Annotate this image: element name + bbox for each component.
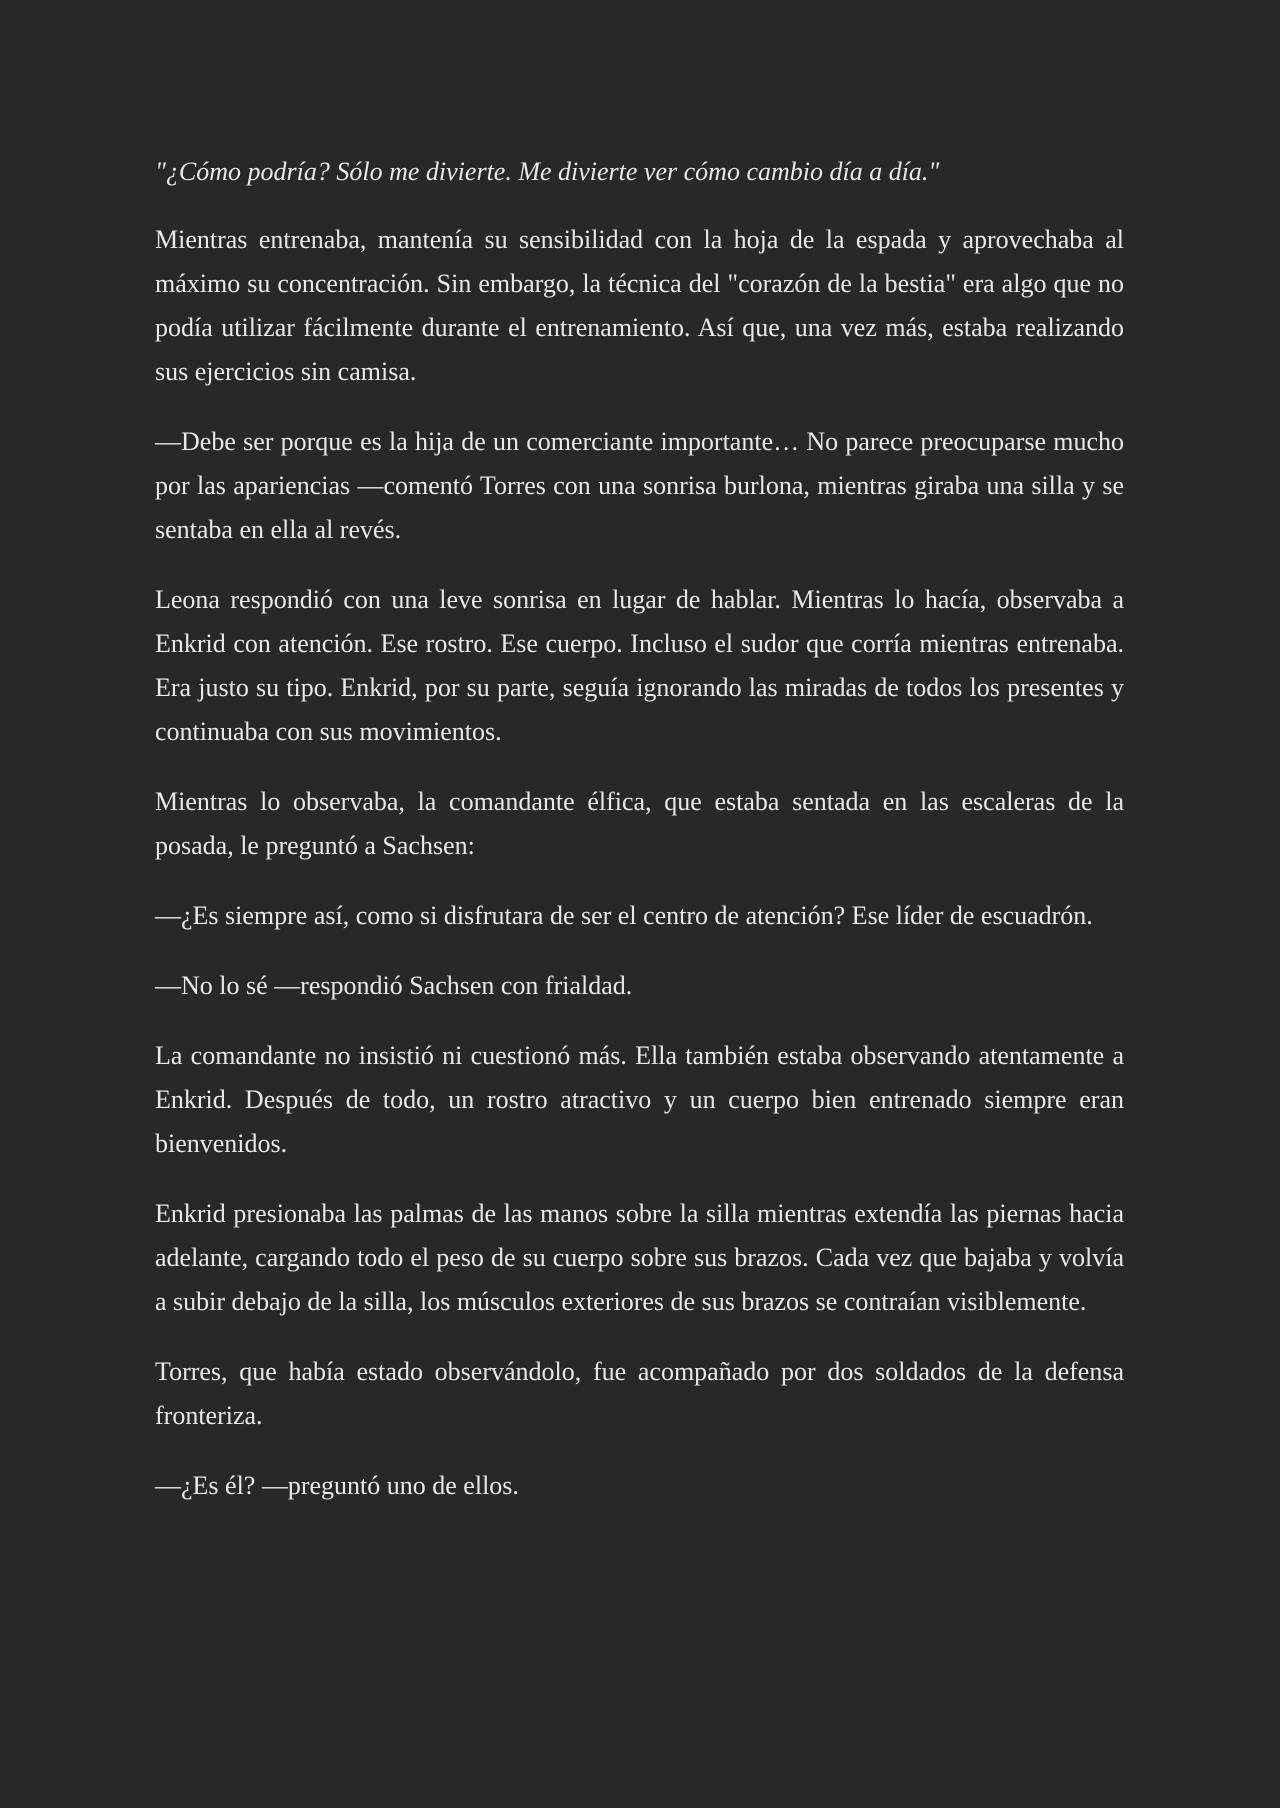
paragraph: La comandante no insistió ni cuestionó más. Ella también estaba observando atentamente a Enkrid. Después de todo, un rostro atractivo y un cuerpo bien entrenado siempre eran bienvenidos. xyxy=(155,1041,1124,1158)
paragraph: Mientras entrenaba, mantenía su sensibilidad con la hoja de la espada y aprovechaba al máximo su concentración. Sin embargo, la técnica del "corazón de la bestia" era algo que no podía utilizar fácilmente durante el entrenamiento. Así que, una vez más, estaba realizando sus ejercicios sin camisa. xyxy=(155,225,1124,386)
paragraph: Enkrid presionaba las palmas de las manos sobre la silla mientras extendía las piernas hacia adelante, cargando todo el peso de su cuerpo sobre sus brazos. Cada vez que bajaba y volvía a subir debajo de la silla, los músculos exteriores de sus brazos se contraían visiblemente. xyxy=(155,1199,1124,1316)
paragraph-quote: "¿Cómo podría? Sólo me divierte. Me divierte ver cómo cambio día a día." xyxy=(155,157,940,186)
paragraph: Mientras lo observaba, la comandante élfica, que estaba sentada en las escaleras de la posada, le preguntó a Sachsen: xyxy=(155,787,1124,860)
paragraph: —¿Es siempre así, como si disfrutara de ser el centro de atención? Ese líder de escuadrón. xyxy=(155,901,1093,930)
paragraph: —¿Es él? —preguntó uno de ellos. xyxy=(155,1471,519,1500)
paragraph: Leona respondió con una leve sonrisa en lugar de hablar. Mientras lo hacía, observaba a Enkrid con atención. Ese rostro. Ese cuerpo. Incluso el sudor que corría mientras entrenaba. Era justo su tipo. Enkrid, por su parte, seguía ignorando las miradas de todos los presentes y continuaba con sus movimientos. xyxy=(155,585,1124,746)
paragraph: Torres, que había estado observándolo, fue acompañado por dos soldados de la defensa fronteriza. xyxy=(155,1357,1124,1430)
paragraph: —No lo sé —respondió Sachsen con frialdad. xyxy=(155,971,633,1000)
document-page xyxy=(155,150,1124,1534)
paragraph: —Debe ser porque es la hija de un comerciante importante… No parece preocuparse mucho por las apariencias —comentó Torres con una sonrisa burlona, mientras giraba una silla y se sentaba en ella al revés. xyxy=(155,427,1124,544)
